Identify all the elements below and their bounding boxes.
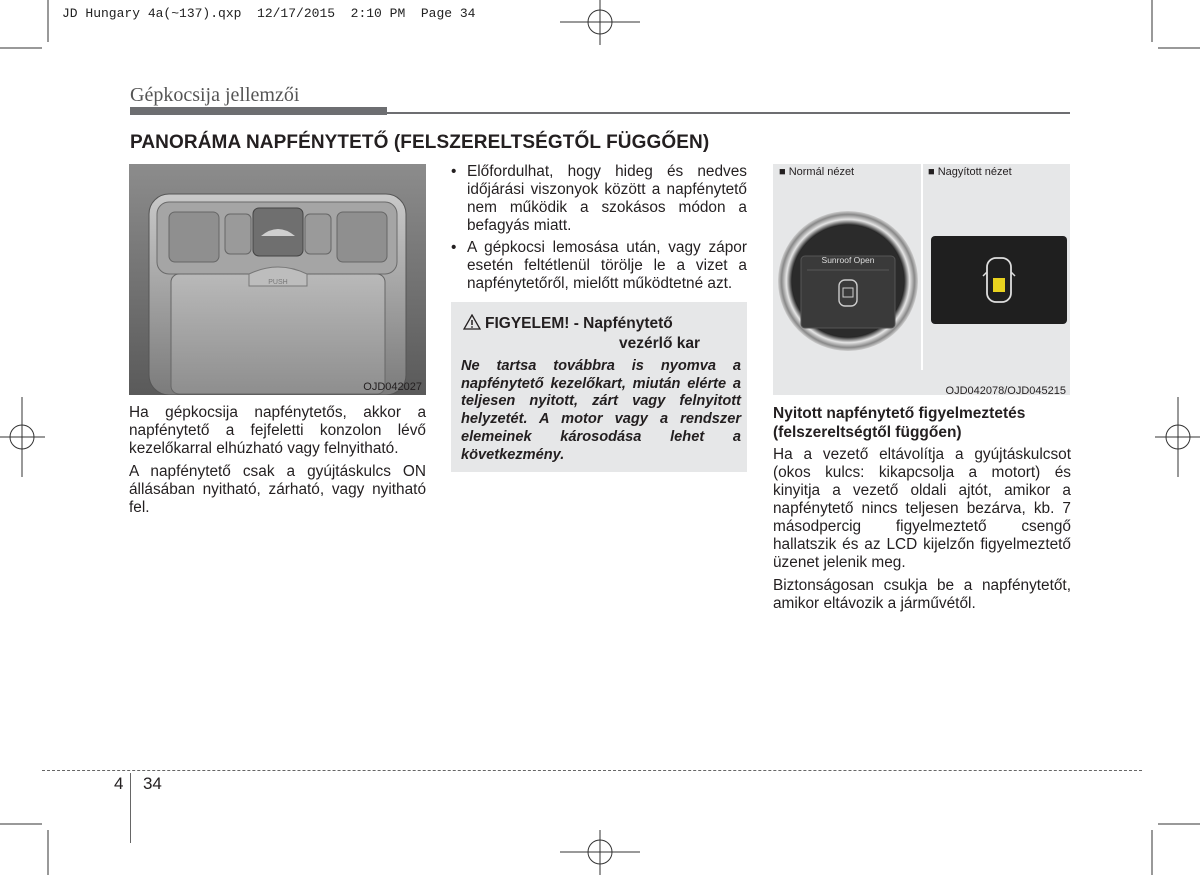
figure-caption-left: OJD042027 [363, 381, 422, 393]
figure-overhead-console [129, 164, 426, 395]
page-number-value: 34 [142, 774, 162, 793]
overhead-console-illustration [129, 164, 426, 395]
warning-triangle-icon [463, 314, 481, 330]
list-item: • A gépkocsi lemosása után, vagy zápor esetén feltétlenül törölje le a vizet a napfénytetőről, mielőtt működtetné azt. [451, 239, 747, 293]
list-item: • Előfordulhat, hogy hideg és nedves időjárási viszonyok között a napfénytető nem működik a szokásos módon a befagyás miatt. [451, 163, 747, 235]
chapter-number: 4 [114, 774, 124, 793]
figure-divider [921, 164, 923, 370]
page-number [114, 774, 162, 794]
print-slug: JD Hungary 4a(~137).qxp 12/17/2015 2:10 PM Page 34 [62, 6, 476, 21]
header-rule-dark [130, 107, 387, 115]
paragraph: Ha a vezető eltávolítja a gyújtáskulcsot (okos kulcs: kikapcsolja a motort) és kinyitja a vezető oldali ajtót, amikor a napfénytető nincs teljesen bezárva, kb. 7 másodpercig figyelmeztető csengő hallatszik és az LCD kijelzőn figyelmeztető üzenet jelenik meg. [773, 446, 1071, 571]
paragraph: Biztonságosan csukja be a napfénytetőt, amikor eltávozik a járművétől. [773, 577, 1071, 612]
paragraph: A napfénytető csak a gyújtáskulcs ON állásában nyitható, zárható, vagy nyitható fel. [129, 463, 426, 516]
warning-section-heading: Nyitott napfénytető figyelmeztetés (felszereltségtől függően) [773, 405, 1026, 441]
warning-body: Ne tartsa továbbra is nyomva a napfénytető kezelőkart, miután elérte a teljesen nyitott, zárt vagy felnyitott helyzetét. A motor vagy a rendszer elemeinek károsodása lehet a következmény. [461, 358, 741, 463]
warning-box [451, 302, 747, 472]
section-label: Gépkocsija jellemzői [130, 84, 300, 106]
column-2-bullets [451, 163, 747, 297]
warning-title [463, 314, 700, 354]
warning-title-text: FIGYELEM! - [485, 315, 579, 332]
footer-dashed-rule [42, 770, 1142, 771]
warning-subtitle-2: vezérlő kar [619, 335, 700, 352]
display-message: Sunroof Open [821, 255, 875, 265]
column-3-text [773, 446, 1071, 618]
warning-subtitle-1: Napfénytető [583, 315, 673, 332]
zoomed-display [931, 236, 1067, 324]
figure-caption-right: OJD042078/OJD045215 [945, 385, 1066, 397]
column-1-text [129, 404, 426, 522]
push-label: PUSH [268, 279, 288, 286]
header-rule-thin [387, 112, 1070, 114]
figure-label-zoomed: ■ Nagyított nézet [928, 166, 1012, 178]
cluster-gauge-illustration [773, 184, 921, 370]
figure-label-normal: ■ Normál nézet [779, 166, 855, 178]
car-top-view-icon [931, 236, 1067, 324]
page-heading: PANORÁMA NAPFÉNYTETŐ (FELSZERELTSÉGTŐL FÜGGŐEN) [130, 132, 710, 153]
figure-cluster-display [773, 164, 1070, 395]
paragraph: Ha gépkocsija napfénytetős, akkor a napfénytető a fejfeletti konzolon lévő kezelőkarral elhúzható vagy felnyitható. [129, 404, 426, 457]
